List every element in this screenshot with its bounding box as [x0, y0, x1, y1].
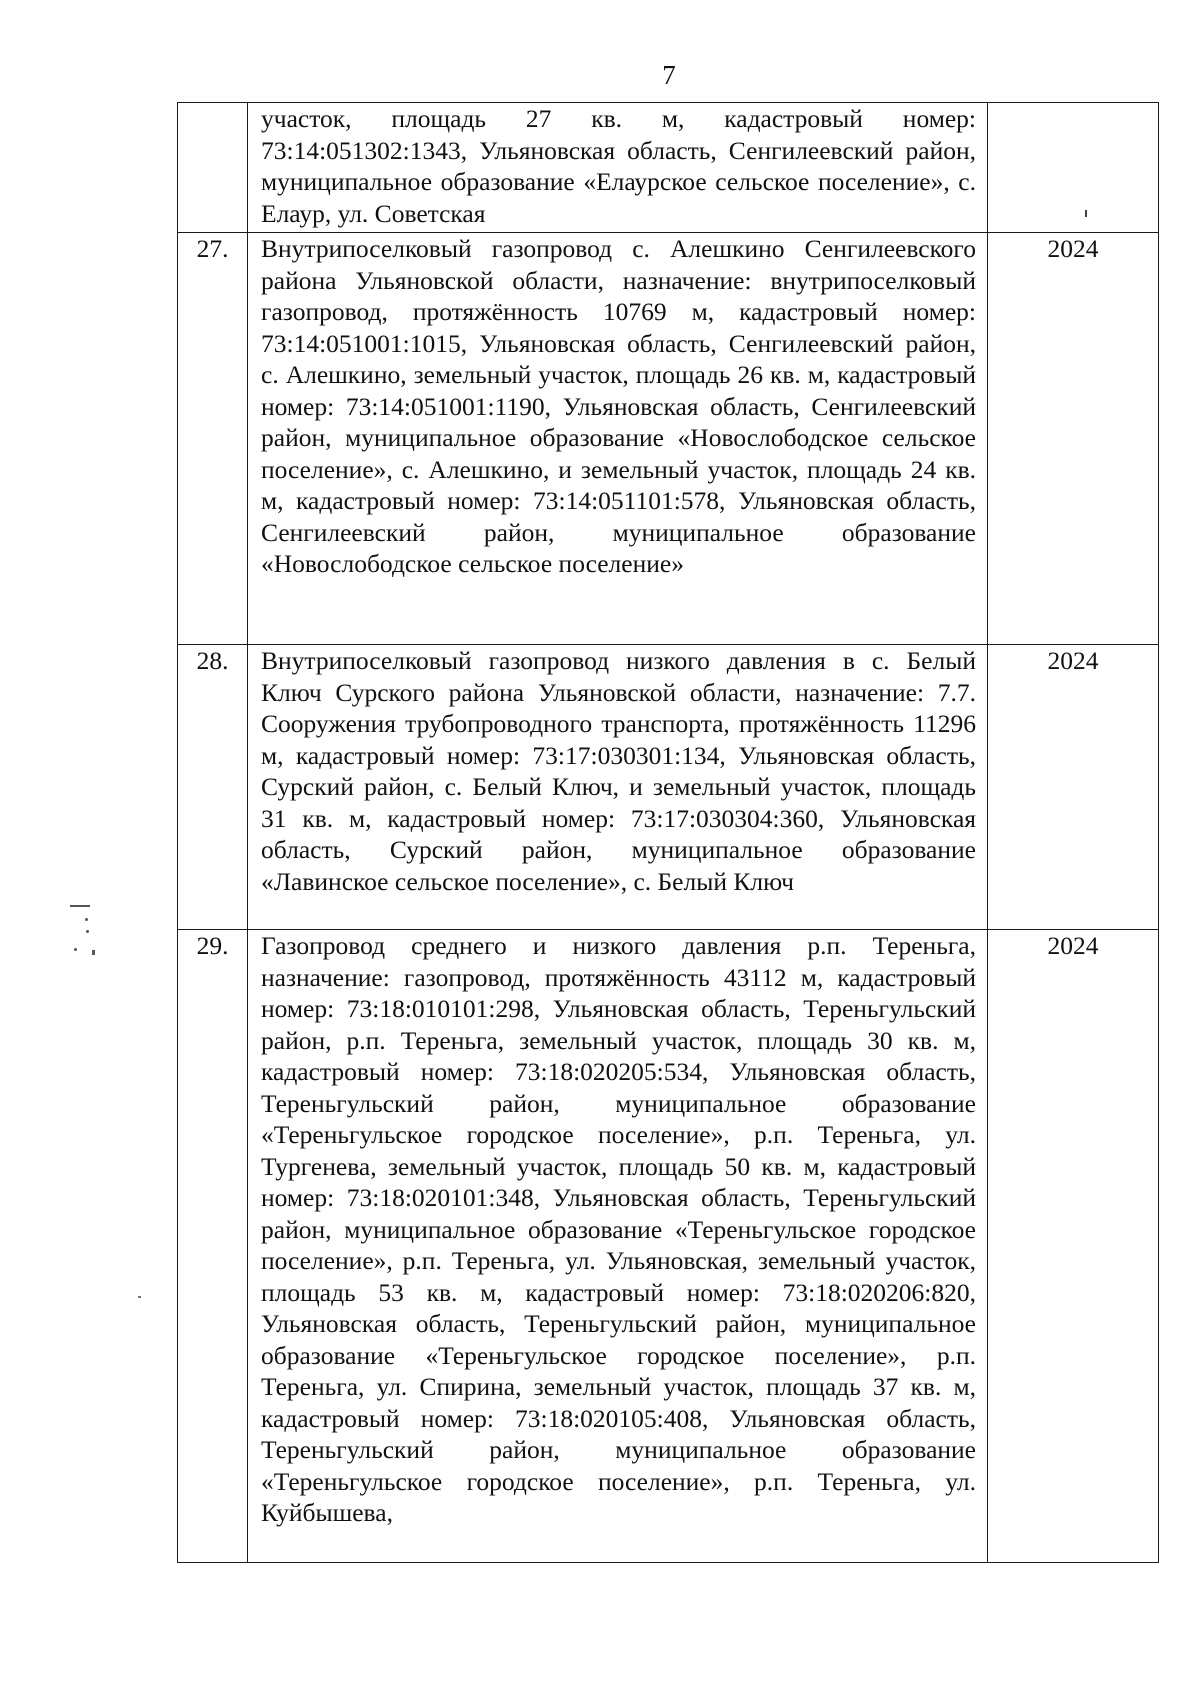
- row-year: 2024: [988, 645, 1159, 930]
- table-row: [178, 233, 1159, 645]
- scan-tick-mark: [1085, 210, 1087, 217]
- row-number: [178, 103, 248, 233]
- row-description-text: участок, площадь 27 кв. м, кадастровый номер: 73:14:051302:1343, Ульяновская область, Сенгилеевский район, муниципальное образование «Елаурское сельское поселение», с. Елаур, ул. Советская: [261, 104, 976, 228]
- row-number: 28.: [178, 645, 248, 930]
- row-description-text: Внутрипоселковый газопровод с. Алешкино Сенгилеевского района Ульяновской области, назначение: внутрипоселковый газопровод, протяжённость 10769 м, кадастровый номер: 73:14:051001:1015, Ульяновская область, Сенгилеевский район, с. Алешкино, земельный участок, площадь 26 кв. м, кадастровый номер: 73:14:051001:1190, Ульяновская область, Сенгилеевский район, муниципальное образование «Новослободское сельское поселение», с. Алешкино, и земельный участок, площадь 24 кв. м, кадастровый номер: 73:14:051101:578, Ульяновская область, Сенгилеевский район, муниципальное образование «Новослободское сельское поселение»: [261, 234, 976, 578]
- scan-margin-mark: [138, 1296, 141, 1298]
- row-year: 2024: [988, 930, 1159, 1563]
- page-number: 7: [662, 60, 676, 90]
- row-description: [248, 233, 988, 645]
- row-year: 2024: [988, 233, 1159, 645]
- row-description-text: Газопровод среднего и низкого давления р.п. Тереньга, назначение: газопровод, протяжённость 43112 м, кадастровый номер: 73:18:010101:298, Ульяновская область, Тереньгульский район, р.п. Тереньга, земельный участок, площадь 30 кв. м, кадастровый номер: 73:18:020205:534, Ульяновская область, Тереньгульский район, муниципальное образование «Тереньгульское городское поселение», р.п. Тереньга, ул. Тургенева, земельный участок, площадь 50 кв. м, кадастровый номер: 73:18:020101:348, Ульяновская область, Тереньгульский район, муниципальное образование «Тереньгульское городское поселение», р.п. Тереньга, ул. Ульяновская, земельный участок, площадь 53 кв. м, кадастровый номер: 73:18:020206:820, Ульяновская область, Тереньгульский район, муниципальное образование «Тереньгульское городское поселение», р.п. Тереньга, ул. Спирина, земельный участок, площадь 37 кв. м, кадастровый номер: 73:18:020105:408, Ульяновская область, Тереньгульский район, муниципальное образование «Тереньгульское городское поселение», р.п. Тереньга, ул. Куйбышева,: [261, 931, 976, 1527]
- scan-margin-mark: [92, 950, 95, 955]
- table-row: [178, 103, 1159, 233]
- scan-margin-mark: [74, 948, 77, 951]
- row-description-text: Внутрипоселковый газопровод низкого давления в с. Белый Ключ Сурского района Ульяновской области, назначение: 7.7. Сооружения трубопроводного транспорта, протяжённость 11296 м, кадастровый номер: 73:17:030301:134, Ульяновская область, Сурский район, с. Белый Ключ, и земельный участок, площадь 31 кв. м, кадастровый номер: 73:17:030304:360, Ульяновская область, Сурский район, муниципальное образование «Лавинское сельское поселение», с. Белый Ключ: [261, 646, 976, 896]
- row-description: [248, 645, 988, 930]
- table-row: [178, 930, 1159, 1563]
- row-year: [988, 103, 1159, 233]
- scan-margin-mark: [86, 930, 89, 933]
- row-description: [248, 930, 988, 1563]
- row-number: 27.: [178, 233, 248, 645]
- scan-margin-mark: [85, 918, 88, 921]
- table-row: [178, 645, 1159, 930]
- scan-margin-mark: [70, 905, 90, 907]
- objects-table: [177, 102, 1159, 1563]
- row-number: 29.: [178, 930, 248, 1563]
- row-description: [248, 103, 988, 233]
